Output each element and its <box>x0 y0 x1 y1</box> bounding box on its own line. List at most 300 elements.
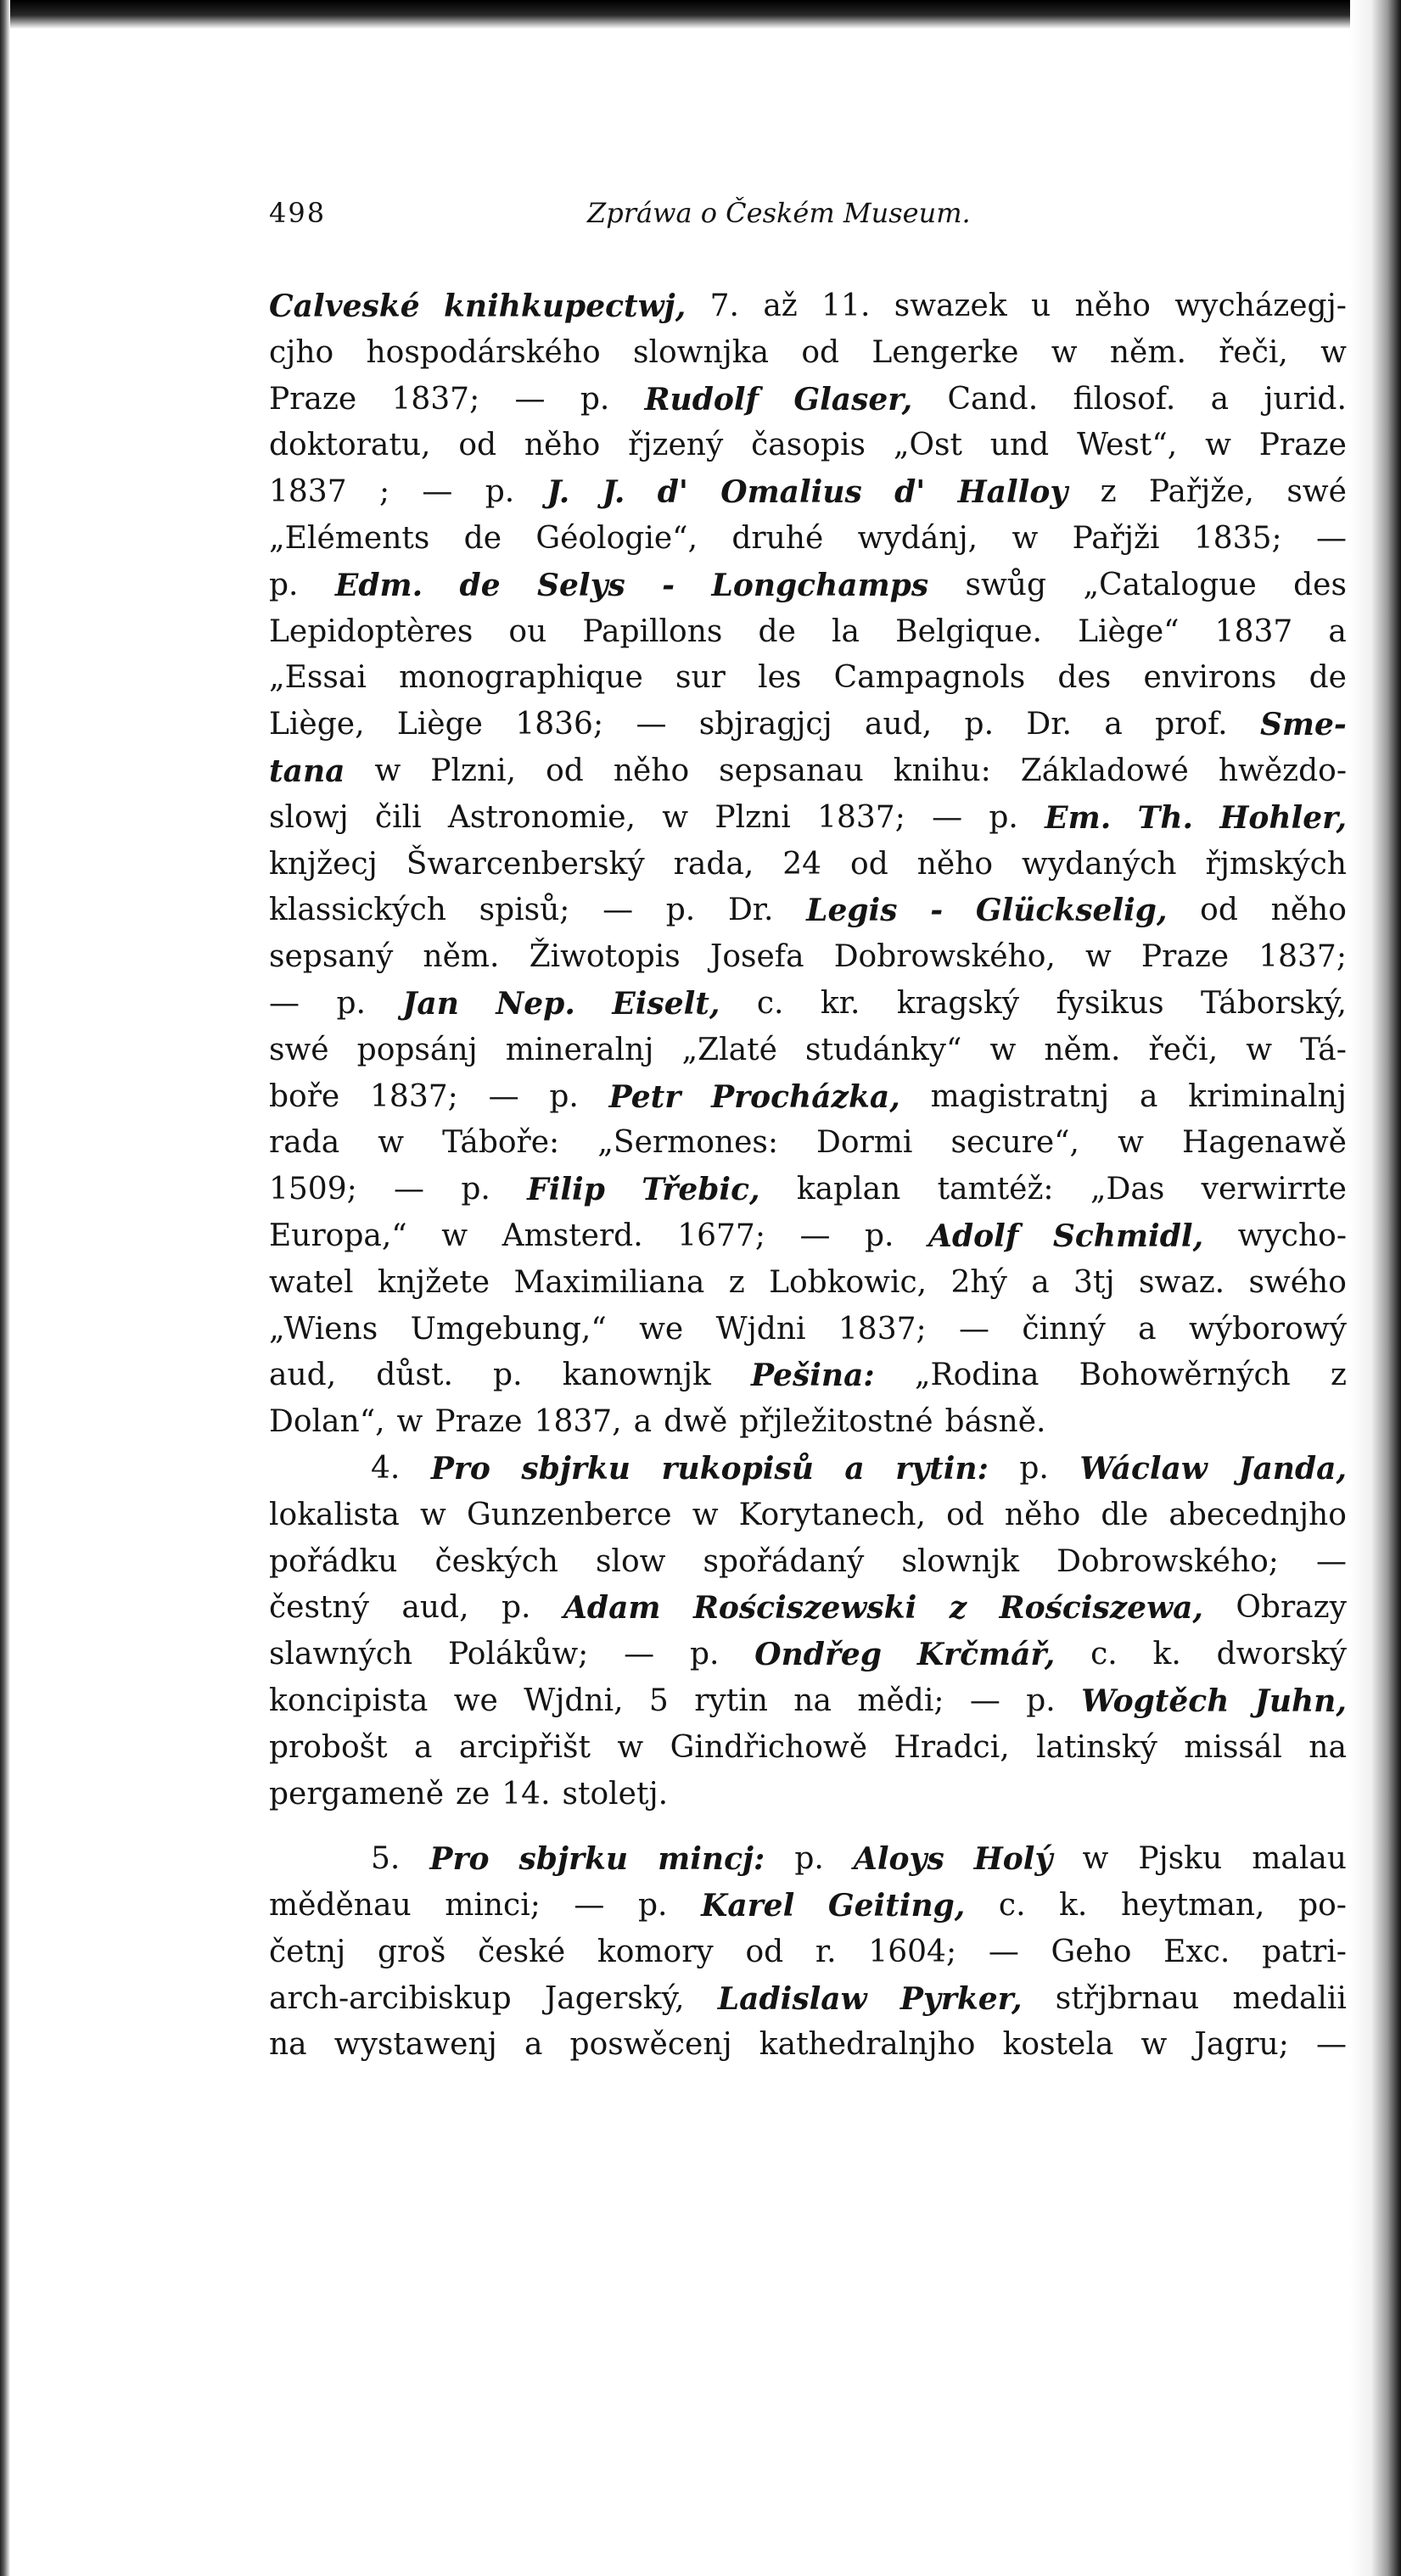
word: popsánj <box>356 1032 478 1067</box>
word: r. <box>815 1934 837 1969</box>
word: čestný <box>269 1590 369 1626</box>
word: střjbrnau <box>1055 1980 1200 2016</box>
word: 1837; <box>838 1311 927 1347</box>
word: — <box>624 1637 655 1672</box>
text-line <box>269 1585 1347 1632</box>
word: kriminalnj <box>1188 1078 1347 1114</box>
word: — <box>969 1683 1000 1718</box>
word: Th. <box>1137 799 1194 836</box>
word: na <box>269 2027 307 2063</box>
word: minci; <box>445 1888 541 1924</box>
word: z <box>728 1264 745 1300</box>
text-line <box>269 330 1347 377</box>
word: knihkupectwj, <box>443 288 686 324</box>
word: w <box>692 1497 719 1532</box>
text-line <box>269 1307 1347 1353</box>
word: „Wiens <box>269 1311 378 1347</box>
word: Dolan“, <box>269 1404 385 1440</box>
word: missál <box>1184 1729 1282 1765</box>
word: Geho <box>1051 1934 1132 1969</box>
word: p. <box>1026 1683 1056 1718</box>
word: Wáclaw <box>1079 1450 1208 1487</box>
page-number: 498 <box>269 197 327 229</box>
word: Em. <box>1045 799 1112 836</box>
word: de <box>463 520 502 556</box>
word: od <box>801 334 840 370</box>
word: kr. <box>820 985 860 1021</box>
word: a <box>1210 381 1230 417</box>
text-line <box>269 702 1347 748</box>
word: pořádku <box>269 1543 398 1579</box>
word: a <box>1328 613 1347 649</box>
word: Praze <box>1140 939 1230 975</box>
word: na <box>1309 1729 1347 1765</box>
word: environs <box>1143 660 1277 696</box>
scan-border-top <box>0 0 1401 29</box>
word: w <box>1140 2027 1168 2063</box>
word: J. <box>546 474 570 511</box>
word: p. <box>689 1637 720 1672</box>
word: lokalista <box>269 1497 400 1532</box>
word: Umgebung,“ <box>410 1311 607 1347</box>
word: — <box>602 893 634 928</box>
word: spořádaný <box>703 1543 865 1579</box>
word: sur <box>675 660 726 696</box>
word: od <box>946 1497 984 1532</box>
word: studánky“ <box>805 1032 962 1067</box>
text-line <box>269 1399 1347 1446</box>
word: — <box>514 381 546 417</box>
word: knjžecj <box>269 846 378 882</box>
word: Sme- <box>1259 707 1347 743</box>
word: w <box>374 753 401 788</box>
word: 7. <box>709 288 739 323</box>
word: Rościszewa, <box>999 1590 1203 1627</box>
word: Adam <box>563 1590 661 1627</box>
word: w <box>1320 334 1347 370</box>
word: Petr <box>608 1078 681 1115</box>
word: rytin <box>694 1683 768 1718</box>
word: „Sermones: <box>597 1125 778 1161</box>
word: slownjk <box>901 1543 1020 1579</box>
word: Géologie“, <box>535 520 698 556</box>
word: 1677; <box>677 1218 765 1253</box>
word: monographique <box>399 660 643 696</box>
word: heytman, <box>1120 1888 1265 1924</box>
word: z <box>1100 474 1117 510</box>
word: 1837; <box>817 799 905 835</box>
word: Liège, <box>269 707 365 742</box>
word: knjžete <box>377 1264 490 1300</box>
word: 4. <box>371 1450 401 1486</box>
word: w <box>1082 1841 1109 1877</box>
word: Amsterd. <box>502 1218 643 1253</box>
word: p. <box>485 474 515 510</box>
word: Juhn, <box>1254 1683 1347 1719</box>
word: swazek <box>894 288 1007 323</box>
word: w <box>1205 428 1231 463</box>
word: West“, <box>1077 428 1178 463</box>
text-line <box>269 516 1347 563</box>
word: — <box>1315 520 1347 556</box>
word: dwě <box>664 1404 728 1440</box>
word: patri- <box>1262 1934 1347 1969</box>
word: wydánj, <box>857 520 978 556</box>
word: Rościszewski <box>692 1590 917 1627</box>
word: Edm. <box>334 567 423 603</box>
text-line <box>269 609 1347 656</box>
word: přjležitostné <box>739 1404 933 1440</box>
word: wycházegj- <box>1174 288 1347 323</box>
word: Jagru; <box>1194 2027 1289 2063</box>
word: rada, <box>673 846 754 882</box>
word: de <box>1309 660 1347 696</box>
word: a <box>524 2027 543 2063</box>
word: české <box>478 1934 566 1969</box>
word: 3tj <box>1073 1264 1115 1300</box>
word: Dr. <box>727 893 774 928</box>
text-line <box>269 934 1347 981</box>
word: něho <box>524 428 601 463</box>
word: Liège <box>396 707 483 742</box>
word: 5 <box>648 1683 669 1718</box>
word: z <box>1330 1358 1347 1393</box>
word: klassických <box>269 893 446 928</box>
word: Papillons <box>582 613 723 649</box>
word: wydaných <box>1022 846 1177 882</box>
word: w <box>1246 1032 1273 1067</box>
word: rytin: <box>895 1450 989 1487</box>
word: dle <box>1101 1497 1149 1532</box>
text-line <box>269 655 1347 702</box>
word: rukopisů <box>661 1450 814 1487</box>
word: mineralnj <box>505 1032 654 1067</box>
word: w <box>1118 1125 1144 1161</box>
word: a <box>1139 1078 1158 1114</box>
word: Praze <box>269 381 357 417</box>
word: Josefa <box>709 939 804 975</box>
text-line <box>269 842 1347 888</box>
word: — <box>1315 2027 1347 2063</box>
word: a <box>414 1729 433 1765</box>
word: od <box>458 428 497 463</box>
word: probošt <box>269 1729 388 1765</box>
word: Geiting, <box>827 1888 966 1924</box>
word: w <box>1051 334 1078 370</box>
word: — <box>574 1888 605 1924</box>
text-line <box>269 795 1347 842</box>
word: Gunzenberce <box>466 1497 672 1532</box>
word: „Eléments <box>269 520 430 556</box>
word: Základowé <box>1020 753 1189 788</box>
word: abecednjho <box>1168 1497 1347 1532</box>
word: Šwarcenberský <box>406 846 645 882</box>
word: p. <box>865 1218 894 1253</box>
text-line <box>269 1260 1347 1307</box>
word: Plzni <box>715 799 791 835</box>
word: p. <box>502 1590 531 1626</box>
word: Pyrker, <box>899 1980 1023 2017</box>
word: Liège“ <box>1078 613 1180 649</box>
word: Eiselt, <box>612 985 720 1022</box>
word: w <box>617 1729 644 1765</box>
word: — <box>1315 1543 1347 1579</box>
word: p. <box>989 799 1018 835</box>
text-line <box>269 1976 1347 2023</box>
text-line <box>269 423 1347 469</box>
word: Gindřichowě <box>670 1729 868 1765</box>
word: medalii <box>1232 1980 1347 2016</box>
word: Lobkowic, <box>769 1264 927 1300</box>
word: la <box>832 613 860 649</box>
word: wycho- <box>1237 1218 1347 1253</box>
word: Pro <box>430 1450 490 1487</box>
text-line <box>269 1632 1347 1678</box>
word: malau <box>1252 1841 1347 1877</box>
text-line <box>269 1446 1347 1492</box>
word: kaplan <box>796 1172 901 1207</box>
word: po- <box>1298 1888 1347 1924</box>
word: Dr. <box>1026 707 1072 742</box>
word: tamtéž: <box>937 1172 1054 1207</box>
word: prof. <box>1155 707 1228 742</box>
word: Wogtěch <box>1081 1683 1230 1719</box>
word: magistratnj <box>930 1078 1110 1114</box>
word: Polákůw; <box>447 1637 589 1672</box>
word: fysikus <box>1056 985 1164 1021</box>
word: od <box>745 1934 784 1969</box>
word: Omalius <box>720 474 862 511</box>
word: w <box>396 1404 423 1440</box>
running-head <box>269 197 1347 239</box>
word: w <box>441 1218 468 1253</box>
word: Táborský, <box>1201 985 1347 1021</box>
word: řeči, <box>1219 334 1288 370</box>
word: de <box>459 567 501 603</box>
word: Holý <box>973 1841 1053 1878</box>
text-line <box>269 981 1347 1028</box>
word: důst. <box>376 1358 453 1393</box>
word: Janda, <box>1238 1450 1347 1487</box>
word: we <box>639 1311 684 1347</box>
word: Longchamps <box>711 567 929 603</box>
word: secure“, <box>950 1125 1080 1161</box>
word: Praze <box>434 1404 523 1440</box>
word: Wjdni <box>715 1311 806 1347</box>
scan-border-left <box>0 0 10 2576</box>
word: Krčmář, <box>916 1637 1056 1673</box>
word: 1837 <box>269 474 347 510</box>
text-line <box>269 1120 1347 1167</box>
word: des <box>1293 567 1347 602</box>
word: 1837; <box>370 1078 458 1114</box>
word: und <box>989 428 1050 463</box>
word: 24 <box>782 846 822 882</box>
word: 1837 <box>1214 613 1293 649</box>
word: 14. <box>502 1776 551 1812</box>
word: 1509; <box>269 1172 357 1207</box>
word: Jan <box>402 985 459 1022</box>
text-line <box>269 1028 1347 1074</box>
word: wystawenj <box>333 2027 497 2063</box>
word: Nep. <box>496 985 575 1022</box>
word: 1604; <box>868 1934 957 1969</box>
word: we <box>453 1683 498 1718</box>
word: sbjrku <box>521 1450 630 1487</box>
word: Wjdni, <box>524 1683 624 1718</box>
word: Pro <box>429 1841 490 1878</box>
word: Campagnols <box>833 660 1026 696</box>
word: jurid. <box>1264 381 1347 417</box>
word: kostela <box>1002 2027 1114 2063</box>
word: něho <box>916 846 994 882</box>
word: — <box>799 1218 831 1253</box>
word: 1836; <box>515 707 604 742</box>
word: něm. <box>1109 334 1186 370</box>
text-line <box>269 563 1347 609</box>
word: něm. <box>423 939 500 975</box>
word: Glaser, <box>793 381 913 417</box>
word: w <box>1084 939 1112 975</box>
word: verwirrte <box>1201 1172 1347 1207</box>
word: mědi; <box>857 1683 944 1718</box>
text-line <box>269 1678 1347 1725</box>
word: p. <box>461 1172 490 1207</box>
word: kathedralnjho <box>759 2027 976 2063</box>
word: stoletj. <box>562 1776 669 1812</box>
text-line <box>269 1772 1347 1818</box>
word: swůg <box>965 567 1047 602</box>
word: — <box>422 474 453 510</box>
word: mincj: <box>658 1841 765 1878</box>
word: — <box>269 985 300 1021</box>
word: druhé <box>731 520 824 556</box>
word: p. <box>580 381 610 417</box>
text-line <box>269 1929 1347 1976</box>
word: slownjka <box>632 334 770 370</box>
word: Ondřeg <box>754 1637 882 1673</box>
text-line <box>269 1074 1347 1121</box>
word: Belgique. <box>895 613 1042 649</box>
word: „Essai <box>269 660 367 696</box>
word: slowj <box>269 799 349 835</box>
word: Exc. <box>1163 1934 1230 1969</box>
word: J. <box>602 474 625 511</box>
word: Hagenawě <box>1181 1125 1347 1161</box>
word: Legis <box>806 893 898 929</box>
word: 1837; <box>391 381 480 417</box>
word: Calveské <box>269 288 420 324</box>
word: - <box>930 893 944 929</box>
word: spisů; <box>479 893 570 928</box>
text-line <box>269 1836 1347 1883</box>
word: w <box>989 1032 1017 1067</box>
word: wýborowý <box>1189 1311 1347 1347</box>
running-title: Zpráwa o Českém Museum. <box>587 197 971 229</box>
word: aud, <box>401 1590 469 1626</box>
word: p. <box>269 567 299 602</box>
word: Filip <box>527 1172 605 1208</box>
word: Pešina: <box>750 1358 875 1394</box>
word: w <box>662 799 689 835</box>
word: Hradci, <box>894 1729 1010 1765</box>
word: — <box>636 707 667 742</box>
word: něm. <box>1044 1032 1121 1067</box>
word: Korytanech, <box>738 1497 926 1532</box>
word: „Catalogue <box>1083 567 1257 602</box>
word: komory <box>597 1934 714 1969</box>
word: řeči, <box>1148 1032 1219 1067</box>
word: Plzni, <box>430 753 517 788</box>
word: Bohowěrných <box>1079 1358 1291 1393</box>
word: až <box>763 288 798 323</box>
word: swé <box>1286 474 1347 510</box>
word: něho <box>1270 893 1347 928</box>
word: cjho <box>269 334 334 370</box>
word: d' <box>894 474 926 511</box>
word: p. <box>665 893 696 928</box>
word: groš <box>378 1934 446 1969</box>
word: básně. <box>944 1404 1046 1440</box>
word: aud, <box>865 707 933 742</box>
word: Adolf <box>928 1218 1019 1254</box>
word: Halloy <box>957 474 1068 511</box>
word: Karel <box>701 1888 795 1924</box>
word: koncipista <box>269 1683 429 1718</box>
text-line <box>269 1492 1347 1539</box>
word: „Ost <box>893 428 962 463</box>
word: Maximiliana <box>513 1264 705 1300</box>
word: hospodárského <box>366 334 601 370</box>
word: od <box>850 846 888 882</box>
word: Jagerský, <box>544 1980 685 2016</box>
word: — <box>988 1934 1019 1969</box>
word: w <box>378 1125 405 1161</box>
word: pergameně <box>269 1776 444 1812</box>
word: — <box>932 799 963 835</box>
word: des <box>1057 660 1112 696</box>
text-line <box>269 1883 1347 1929</box>
word: c. <box>756 985 784 1021</box>
word: Praze <box>1258 428 1347 463</box>
word: c. <box>1090 1637 1118 1672</box>
word: Táboře: <box>442 1125 560 1161</box>
word: u <box>1031 288 1051 323</box>
word: 5. <box>371 1841 401 1877</box>
word: a <box>1031 1264 1050 1300</box>
word: časopis <box>751 428 866 463</box>
word: — <box>959 1311 990 1347</box>
text-line <box>269 469 1347 516</box>
word: p. <box>638 1888 668 1924</box>
word: aud, <box>269 1358 337 1393</box>
word: četnj <box>269 1934 346 1969</box>
word: Rudolf <box>644 381 759 417</box>
word: boře <box>269 1078 340 1114</box>
word: Pařjži <box>1072 520 1160 556</box>
word: p. <box>794 1841 824 1877</box>
word: slawných <box>269 1637 413 1672</box>
word: d' <box>657 474 688 511</box>
word: rada <box>269 1125 340 1161</box>
body-text <box>269 283 1347 2069</box>
word: p. <box>493 1358 523 1393</box>
word: Glückselig, <box>975 893 1168 929</box>
word: latinský <box>1036 1729 1157 1765</box>
word: ou <box>508 613 547 649</box>
word: p. <box>336 985 366 1021</box>
word: „Das <box>1090 1172 1165 1207</box>
